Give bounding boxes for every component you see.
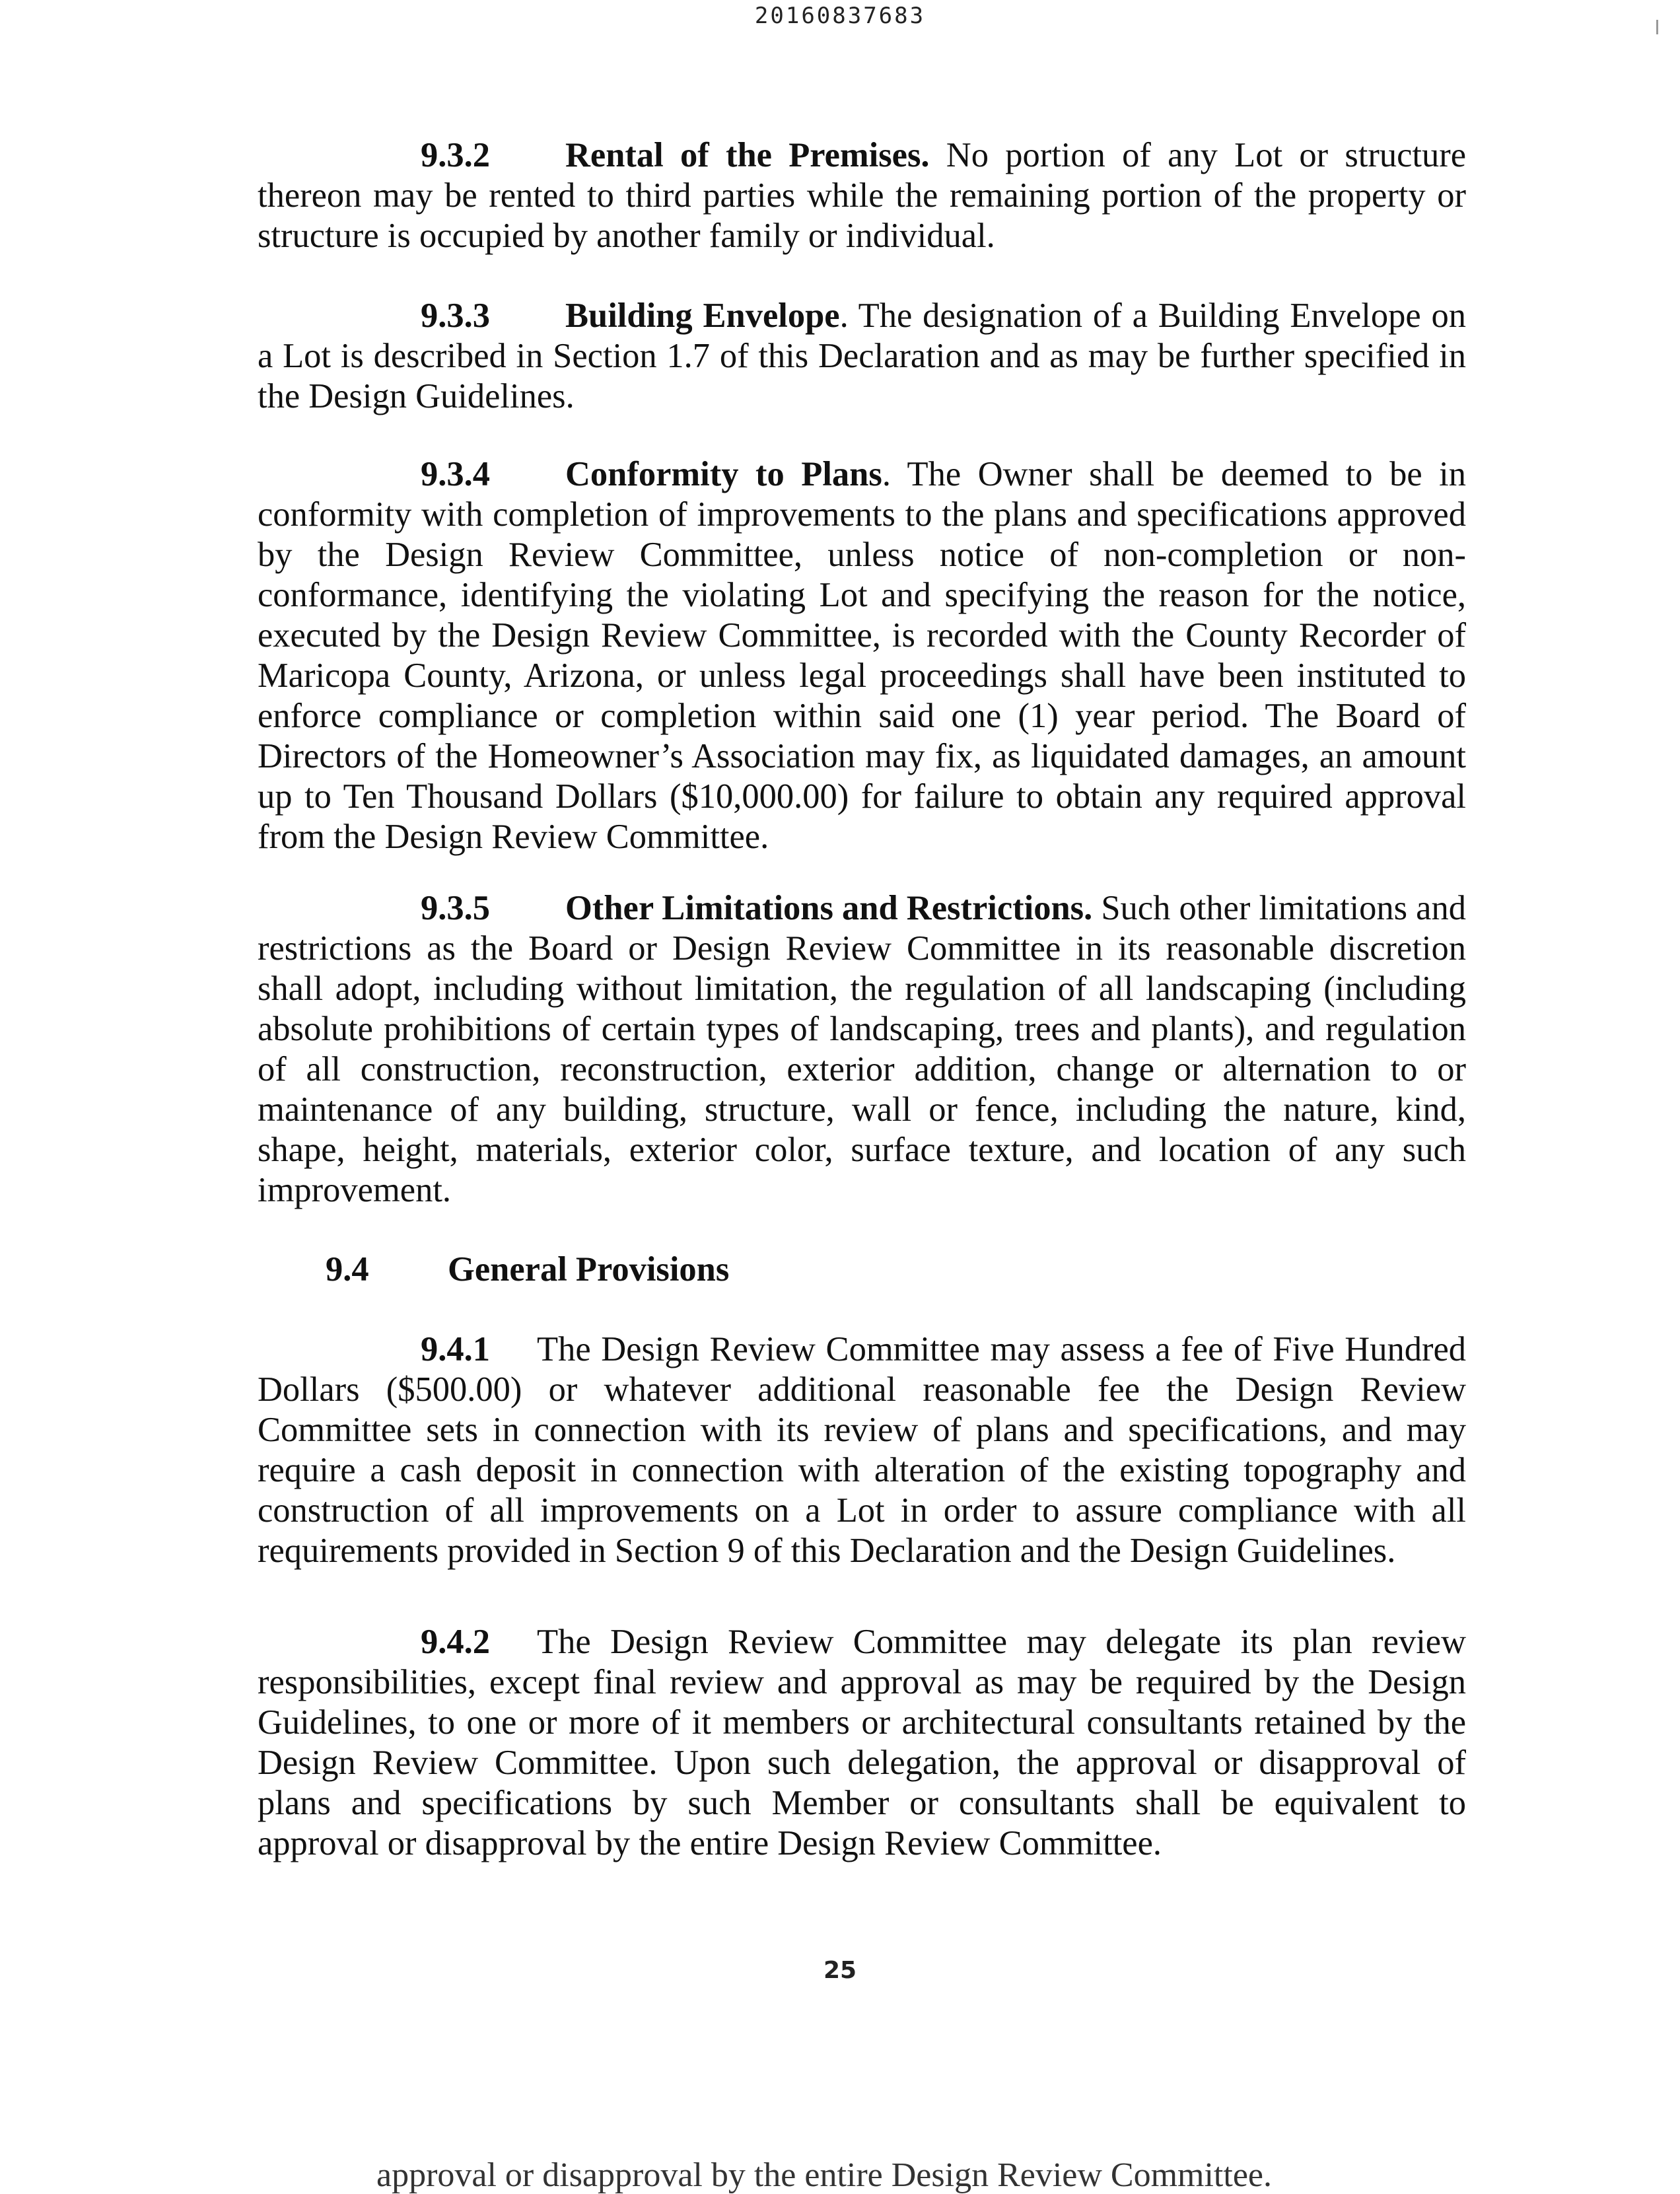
bleed-through-text: approval or disapproval by the entire Design Review Committee. bbox=[376, 2156, 1272, 2194]
section-9-3-4 bbox=[258, 454, 1466, 857]
section-number: 9.3.2 bbox=[421, 136, 490, 174]
document-number: 20160837683 bbox=[754, 3, 926, 29]
section-9-4-1 bbox=[258, 1329, 1466, 1571]
section-9-3-5 bbox=[258, 888, 1466, 1211]
section-number: 9.4.1 bbox=[421, 1330, 490, 1368]
section-title: Conformity to Plans bbox=[565, 455, 882, 493]
section-text: . The designation of a Building Envelope on a Lot is described in Section 1.7 of this Declaration and as may be further specified in the Design Guidelines. bbox=[258, 297, 1466, 415]
section-title: Other Limitations and Restrictions. bbox=[565, 889, 1093, 927]
section-number: 9.3.3 bbox=[421, 297, 490, 335]
section-text: The Design Review Committee may assess a fee of Five Hundred Dollars ($500.00) or whatever additional reasonable fee the Design Review Committee sets in connection with its review of plans and specifications, and may require a cash deposit in connection with alteration of the existing topography and construction of all improvements on a Lot in order to assure compliance with all requirements provided in Section 9 of this Declaration and the Design Guidelines. bbox=[258, 1330, 1466, 1570]
section-heading-title: General Provisions bbox=[448, 1250, 730, 1289]
section-title: Rental of the Premises. bbox=[565, 136, 930, 174]
section-heading-number: 9.4 bbox=[326, 1250, 369, 1289]
page-number: 25 bbox=[823, 1957, 857, 1984]
section-number: 9.3.5 bbox=[421, 889, 490, 927]
section-title: Building Envelope bbox=[565, 297, 840, 335]
section-number: 9.4.2 bbox=[421, 1623, 490, 1661]
section-9-3-3 bbox=[258, 296, 1466, 417]
section-text: Such other limitations and restrictions as the Board or Design Review Committee in its reasonable discretion shall adopt, including without limitation, the regulation of all landscaping (including absolute prohibitions of certain types of landscaping, trees and plants), and regulation of all construction, reconstruction, exterior addition, change or alternation to or maintenance of any building, structure, wall or fence, including the nature, kind, shape, height, materials, exterior color, surface texture, and location of any such improvement. bbox=[258, 889, 1466, 1209]
section-number: 9.3.4 bbox=[421, 455, 490, 493]
scan-edge-mark bbox=[1656, 20, 1658, 34]
section-heading-9-4 bbox=[326, 1250, 729, 1290]
section-text: . The Owner shall be deemed to be in conformity with completion of improvements to the plans and specifications approved by the Design Review Committee, unless notice of non-completion or non-conformance, identifying the violating Lot and specifying the reason for the notice, executed by the Design Review Committee, is recorded with the County Recorder of Maricopa County, Arizona, or unless legal proceedings shall have been instituted to enforce compliance or completion within said one (1) year period. The Board of Directors of the Homeowner’s Association may fix, as liquidated damages, an amount up to Ten Thousand Dollars ($10,000.00) for failure to obtain any required approval from the Design Review Committee. bbox=[258, 455, 1466, 856]
section-9-3-2 bbox=[258, 135, 1466, 256]
section-text: The Design Review Committee may delegate its plan review responsibilities, except final review and approval as may be required by the Design Guidelines, to one or more of it members or architectural consultants retained by the Design Review Committee. Upon such delegation, the approval or disapproval of plans and specifications by such Member or consultants shall be equivalent to approval or disapproval by the entire Design Review Committee. bbox=[258, 1623, 1466, 1862]
section-9-4-2 bbox=[258, 1622, 1466, 1864]
section-text: No portion of any Lot or structure thereon may be rented to third parties while the remaining portion of the property or structure is occupied by another family or individual. bbox=[258, 136, 1466, 255]
